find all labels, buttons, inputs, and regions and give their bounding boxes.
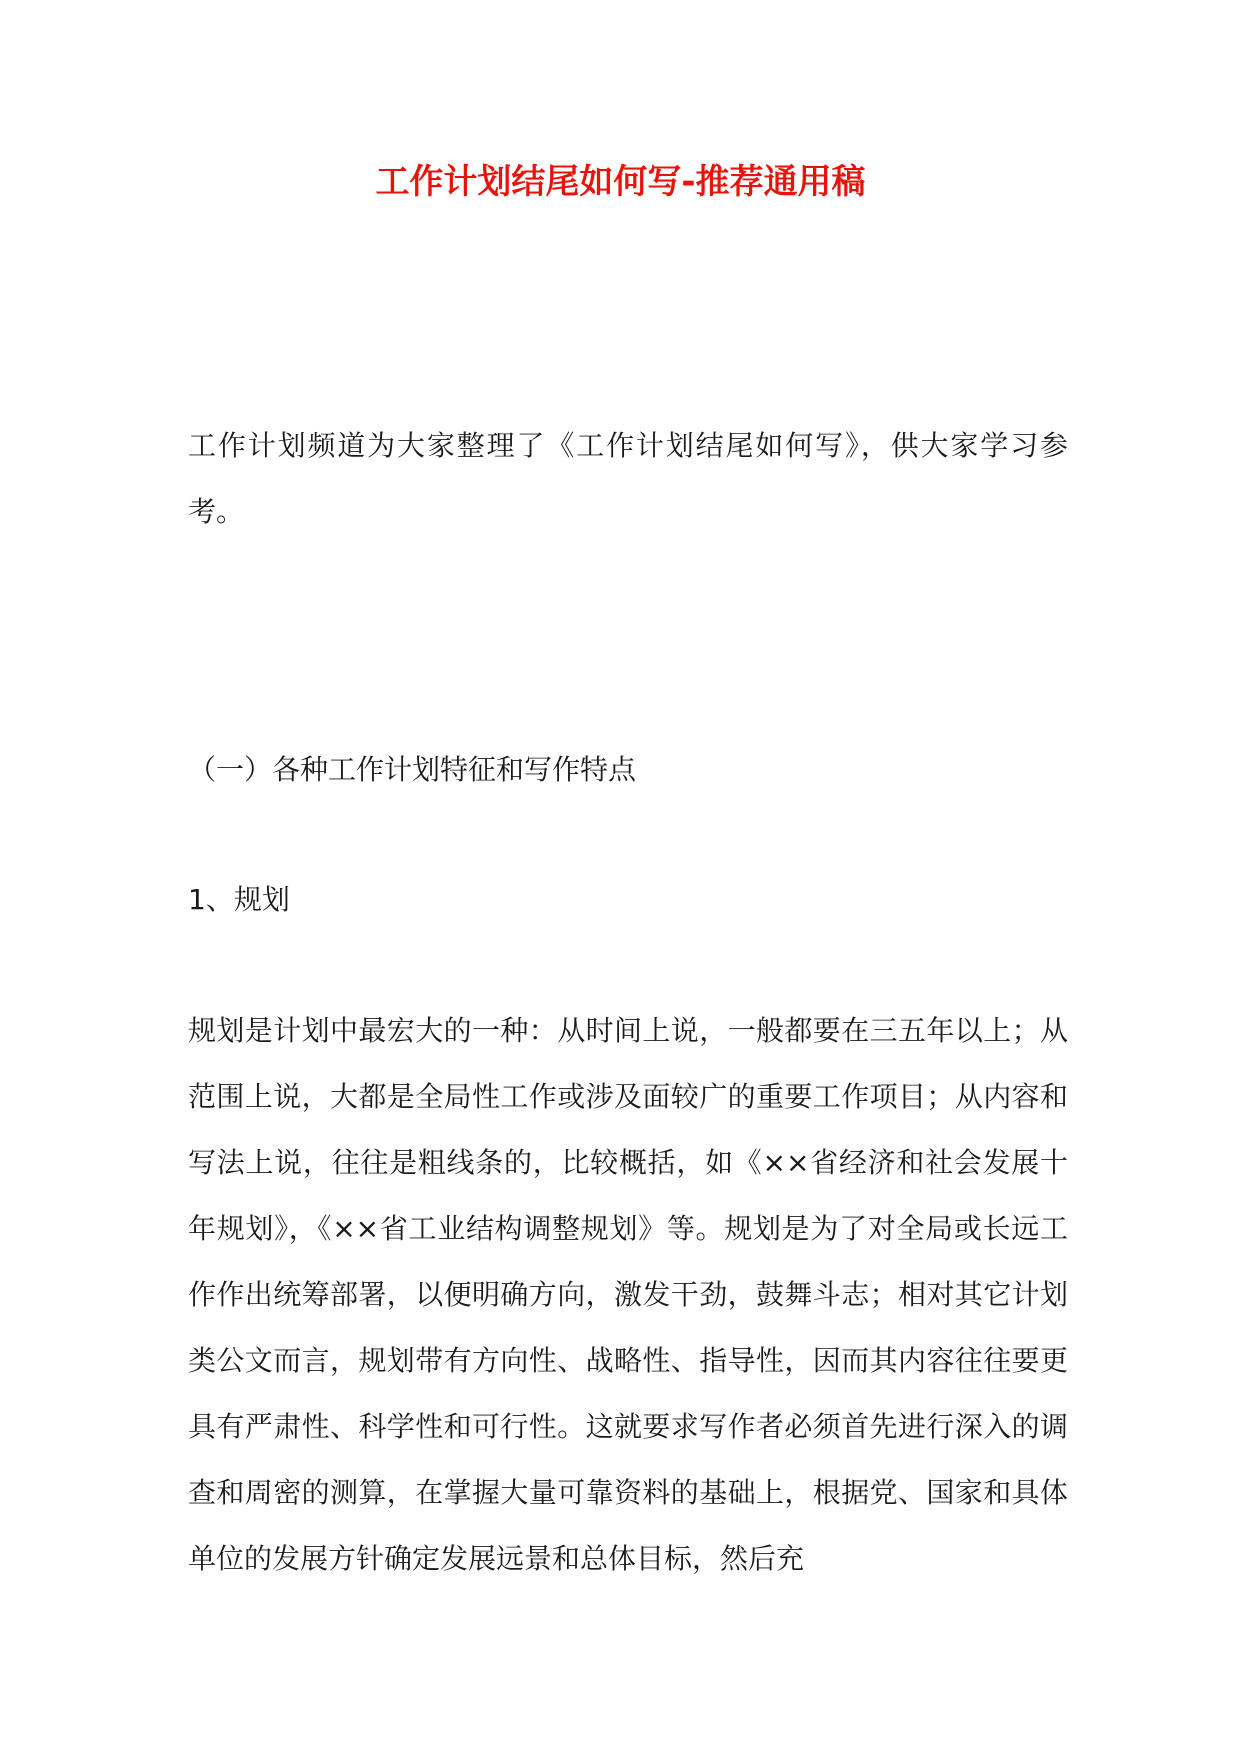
body-paragraph: 规划是计划中最宏大的一种：从时间上说，一般都要在三五年以上；从范围上说，大都是全局性工作或涉及面较广的重要工作项目；从内容和写法上说，往往是粗线条的，比较概括，如《××省经济和社会发展十年规划》，《××省工业结构调整规划》等。规划是为了对全局或长远工作作出统筹部署，以便明确方向，激发干劲，鼓舞斗志；相对其它计划类公文而言，规划带有方向性、战略性、指导性，因而其内容往往要更具有严肃性、科学性和可行性。这就要求写作者必须首先进行深入的调查和周密的测算，在掌握大量可靠资料的基础上，根据党、国家和具体单位的发展方针确定发展远景和总体目标，然后充 [188, 1014, 1068, 1575]
document-title: 工作计划结尾如何写-推荐通用稿 [375, 162, 866, 202]
section-heading: （一）各种工作计划特征和写作特点 [188, 753, 637, 786]
intro-paragraph: 工作计划频道为大家整理了《工作计划结尾如何写》，供大家学习参考。 [188, 429, 1068, 528]
subsection-heading: 1、规划 [188, 883, 290, 916]
